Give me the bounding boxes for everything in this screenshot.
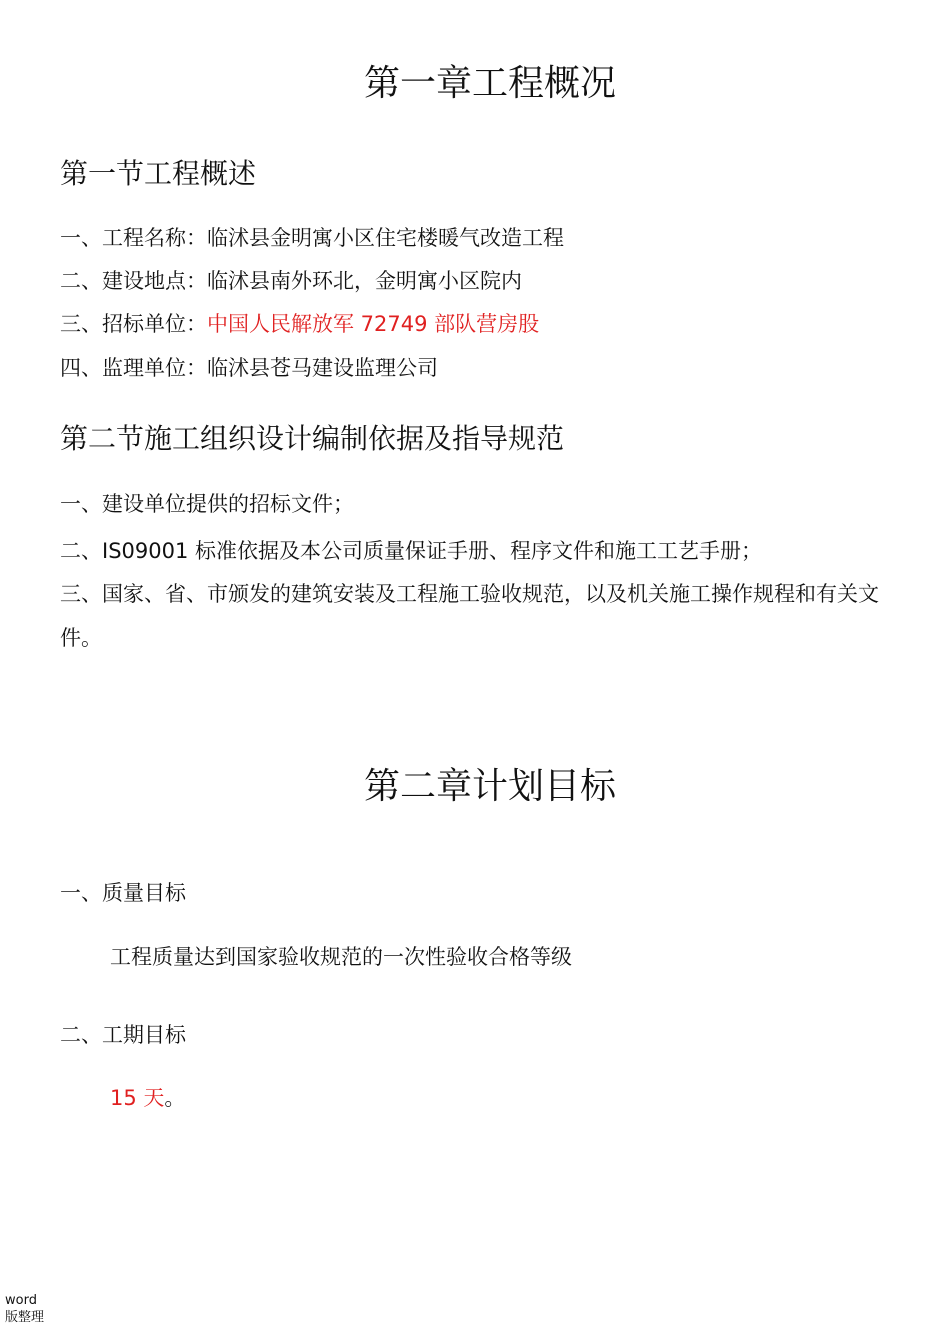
project-location-line [60,266,920,296]
quality-goal-text: 工程质量达到国家验收规范的一次性验收合格等级 [110,945,572,969]
project-name-line [60,223,920,253]
project-location-value: 临沭县南外环北，金明寓小区院内 [207,269,522,293]
basis-item-1: 一、建设单位提供的招标文件； [60,492,354,516]
supervision-unit-line [60,353,920,383]
quality-goal-heading: 一、质量目标 [60,881,186,905]
chapter2-title: 第二章计划目标 [363,766,616,807]
supervision-unit-value: 临沭县苍马建设监理公司 [207,356,438,380]
schedule-goal-suffix: 。 [164,1086,186,1110]
section1-title: 第一节工程概述 [60,157,257,190]
project-name-value: 临沭县金明寓小区住宅楼暖气改造工程 [207,226,564,250]
basis-item-2: 二、IS09001 标准依据及本公司质量保证手册、程序文件和施工工艺手册； [60,539,763,563]
schedule-goal-value: 15 天 [110,1086,165,1110]
section2-title: 第二节施工组织设计编制依据及指导规范 [60,422,565,455]
footer-line-1: word [5,1293,37,1308]
basis-item-3: 三、国家、省、市颁发的建筑安装及工程施工验收规范，以及机关施工操作规程和有关文件。 [60,582,879,650]
chapter1-title: 第一章工程概况 [363,63,616,104]
footer-line-2: 版整理 [5,1310,45,1325]
project-location-label: 二、建设地点： [60,269,207,293]
footer-note [5,1292,44,1326]
schedule-goal-heading: 二、工期目标 [60,1023,186,1047]
schedule-goal-line [110,1083,950,1113]
supervision-unit-label: 四、监理单位： [60,356,207,380]
tendering-unit-label: 三、招标单位： [60,312,207,336]
tendering-unit-value: 中国人民解放军 72749 部队营房股 [207,312,540,336]
project-name-label: 一、工程名称： [60,226,207,250]
tendering-unit-line [60,309,920,339]
